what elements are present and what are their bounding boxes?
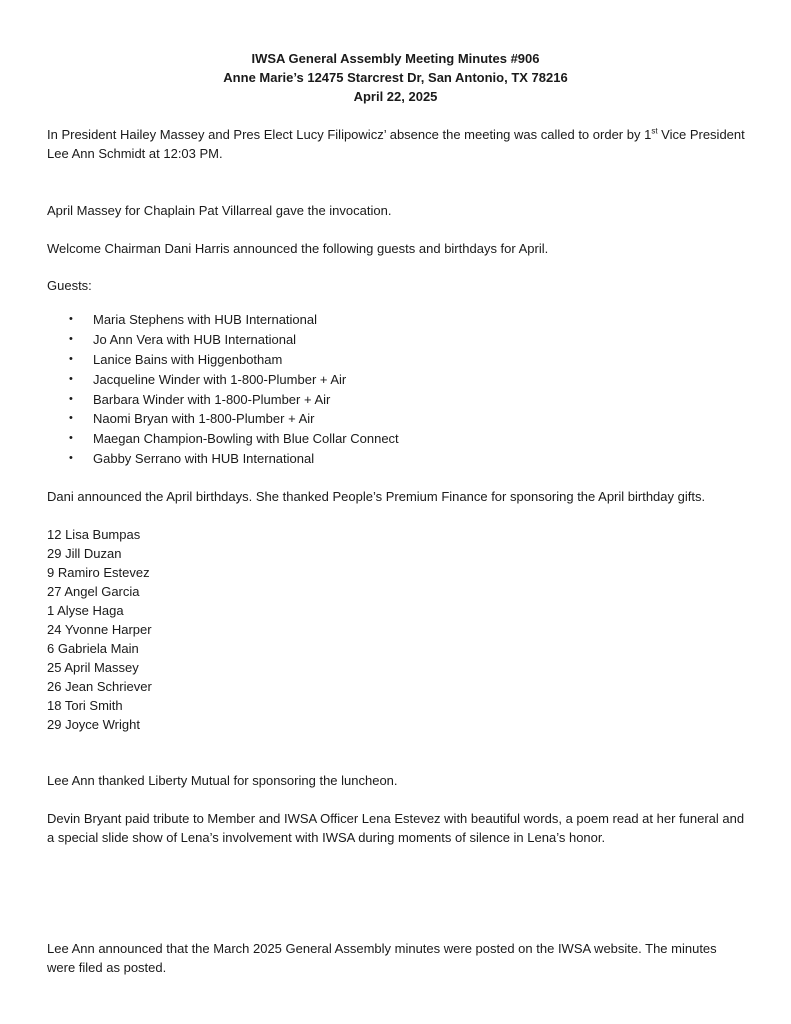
birthdays-intro-paragraph: Dani announced the April birthdays. She thanked People’s Premium Finance for sponsoring the April birthday gifts. [47, 489, 706, 504]
guest-name: Maria Stephens with HUB International [93, 312, 318, 327]
guest-name: Gabby Serrano with HUB International [93, 451, 315, 467]
list-item: 27 Angel Garcia [47, 584, 140, 599]
guest-name: Barbara Winder with 1-800-Plumber + Air [93, 391, 331, 407]
list-item: 26 Jean Schriever [47, 679, 152, 694]
list-item: 1 Alyse Haga [47, 603, 124, 618]
list-item [47, 370, 399, 390]
bullet-icon: • [69, 432, 73, 445]
meeting-date: April 22, 2025 [353, 89, 438, 104]
list-item [47, 409, 399, 429]
list-item: 24 Yvonne Harper [47, 622, 152, 637]
list-item [47, 390, 399, 410]
list-item [47, 350, 399, 370]
list-item: 18 Tori Smith [47, 698, 123, 713]
bullet-icon: • [69, 412, 73, 425]
welcome-paragraph: Welcome Chairman Dani Harris announced the following guests and birthdays for April. [47, 241, 549, 256]
list-item [47, 310, 399, 330]
guest-name: Jo Ann Vera with HUB International [93, 331, 297, 347]
call-to-order-text-2: Vice President Lee Ann Schmidt at 12:03 PM. [47, 127, 745, 161]
luncheon-paragraph: Lee Ann thanked Liberty Mutual for sponsoring the luncheon. [47, 773, 398, 788]
call-to-order-paragraph [47, 125, 747, 163]
list-item [47, 449, 399, 469]
guests-label: Guests: [47, 278, 92, 293]
document-title: IWSA General Assembly Meeting Minutes #906 [251, 51, 540, 66]
list-item: 9 Ramiro Estevez [47, 565, 150, 580]
call-to-order-text-1: In President Hailey Massey and Pres Elect Lucy Filipowicz’ absence the meeting was called to order by 1 [47, 127, 652, 142]
list-item [47, 330, 399, 350]
bullet-icon: • [69, 452, 73, 465]
guest-name: Lanice Bains with Higgenbotham [93, 351, 283, 367]
bullet-icon: • [69, 332, 73, 345]
bullet-icon: • [69, 372, 73, 385]
list-item: 29 Joyce Wright [47, 717, 140, 732]
list-item: 6 Gabriela Main [47, 641, 139, 656]
meeting-location: Anne Marie’s 12475 Starcrest Dr, San Antonio, TX 78216 [223, 70, 568, 85]
list-item: 29 Jill Duzan [47, 546, 122, 561]
guest-name: Jacqueline Winder with 1-800-Plumber + Air [93, 371, 347, 387]
guest-list [47, 310, 399, 469]
list-item: 12 Lisa Bumpas [47, 527, 141, 542]
list-item [47, 429, 399, 449]
tribute-paragraph: Devin Bryant paid tribute to Member and IWSA Officer Lena Estevez with beautiful words, a poem read at her funeral and a special slide show of Lena’s involvement with IWSA during moments of silence in Lena’s honor. [47, 811, 745, 845]
guest-name: Maegan Champion-Bowling with Blue Collar Connect [93, 431, 399, 447]
document-header [0, 49, 791, 106]
list-item: 25 April Massey [47, 660, 139, 675]
ordinal-suffix: st [651, 126, 658, 136]
bullet-icon: • [69, 313, 73, 325]
invocation-paragraph: April Massey for Chaplain Pat Villarreal gave the invocation. [47, 203, 392, 218]
bullet-icon: • [69, 352, 73, 365]
birthday-list [47, 525, 152, 734]
minutes-paragraph: Lee Ann announced that the March 2025 General Assembly minutes were posted on the IWSA website. The minutes were filed as posted. [47, 941, 717, 975]
guest-name: Naomi Bryan with 1-800-Plumber + Air [93, 411, 315, 427]
bullet-icon: • [69, 392, 73, 405]
